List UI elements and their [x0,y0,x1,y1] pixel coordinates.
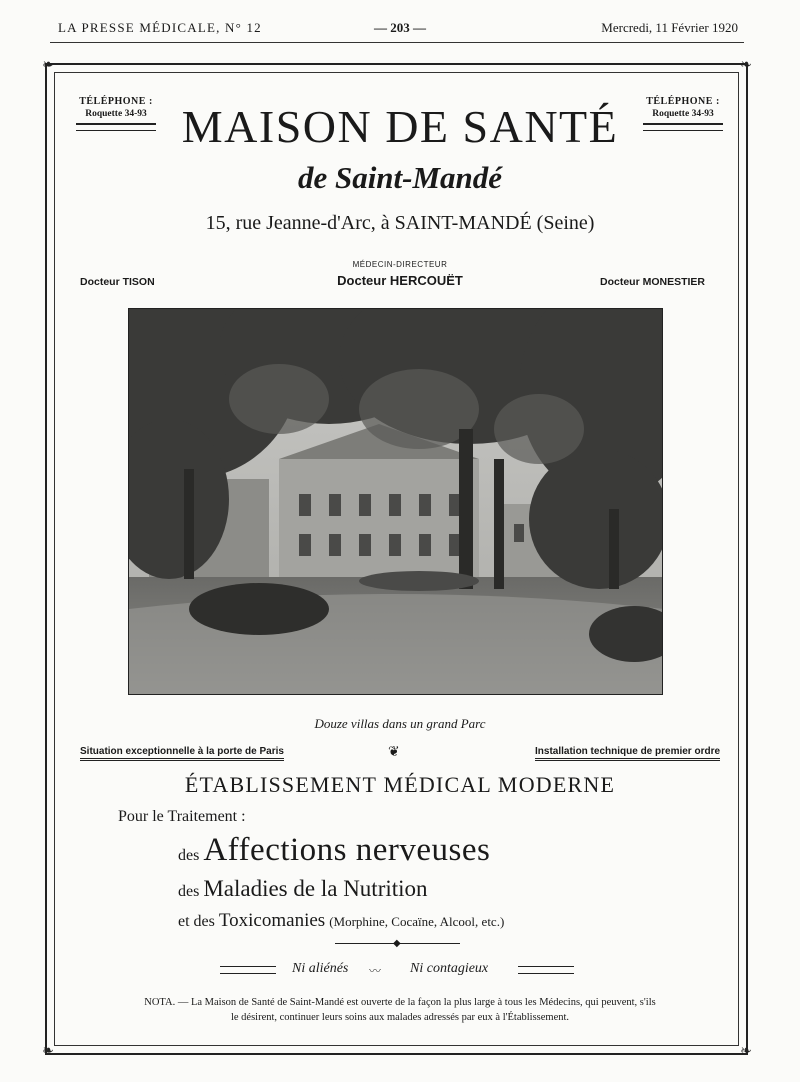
director-label: MÉDECIN-DIRECTEUR [352,260,448,269]
line-prefix: des [178,883,200,900]
treatment-line-1 [178,832,490,869]
decorative-rule [220,966,276,974]
page-title: MAISON DE SANTÉ [181,101,619,152]
corner-ornament-icon: ❧ [740,58,752,73]
treatment-line-2 [178,876,428,902]
journal-title: LA PRESSE MÉDICALE, N° 12 [58,20,262,35]
treatment-intro: Pour le Traitement : [118,808,246,825]
wave-ornament-icon: 〰 [369,964,382,978]
telephone-number: Roquette 34-93 [85,109,147,119]
feature-installation: Installation technique de premier ordre [535,746,720,761]
line-prefix: des [178,847,200,864]
address: 15, rue Jeanne-d'Arc, à SAINT-MANDÉ (Seine) [205,212,595,234]
feature-location: Situation exceptionnelle à la porte de Paris [80,746,284,761]
header-rule [50,42,744,43]
subtitle: de Saint-Mandé [297,160,503,195]
nota-paragraph [80,995,720,1025]
corner-ornament-icon: ❧ [42,58,54,73]
nota-line-1: NOTA. — La Maison de Santé de Saint-Mandé est ouverte de la façon la plus large à tous les Médecins, qui peuvent, s'ils [144,997,656,1008]
corner-ornament-icon: ❧ [42,1044,54,1059]
tagline-left: Ni aliénés [292,961,349,976]
decorative-rule [518,966,574,974]
tagline-right: Ni contagieux [410,961,489,976]
park-photo-illustration [129,309,663,695]
nota-line-2: le désirent, continuer leurs soins aux malades adressés par eux à l'Établissement. [230,1012,570,1023]
diamond-icon: ◆ [393,938,401,949]
page-number: — 203 — [374,20,426,35]
photo-caption: Douze villas dans un grand Parc [314,716,486,731]
establishment-heading: ÉTABLISSEMENT MÉDICAL MODERNE [184,772,616,797]
park-photograph [128,308,663,695]
telephone-number: Roquette 34-93 [652,109,714,119]
line-main: Affections nerveuses [203,832,491,868]
treatment-line-3 [178,910,504,932]
issue-date: Mercredi, 11 Février 1920 [601,20,738,35]
fleuron-icon: ❦ [388,745,400,760]
corner-ornament-icon: ❧ [740,1044,752,1059]
line-detail: (Morphine, Cocaïne, Alcool, etc.) [329,914,505,929]
line-prefix: et des [178,913,215,930]
doctor-left: Docteur TISON [80,276,155,288]
doctor-director: Docteur HERCOUËT [337,273,463,288]
doctor-right: Docteur MONESTIER [600,276,706,288]
line-main: Maladies de la Nutrition [203,876,428,901]
telephone-label: TÉLÉPHONE : [79,96,153,107]
telephone-label: TÉLÉPHONE : [646,96,720,107]
line-main: Toxicomanies [218,910,326,931]
